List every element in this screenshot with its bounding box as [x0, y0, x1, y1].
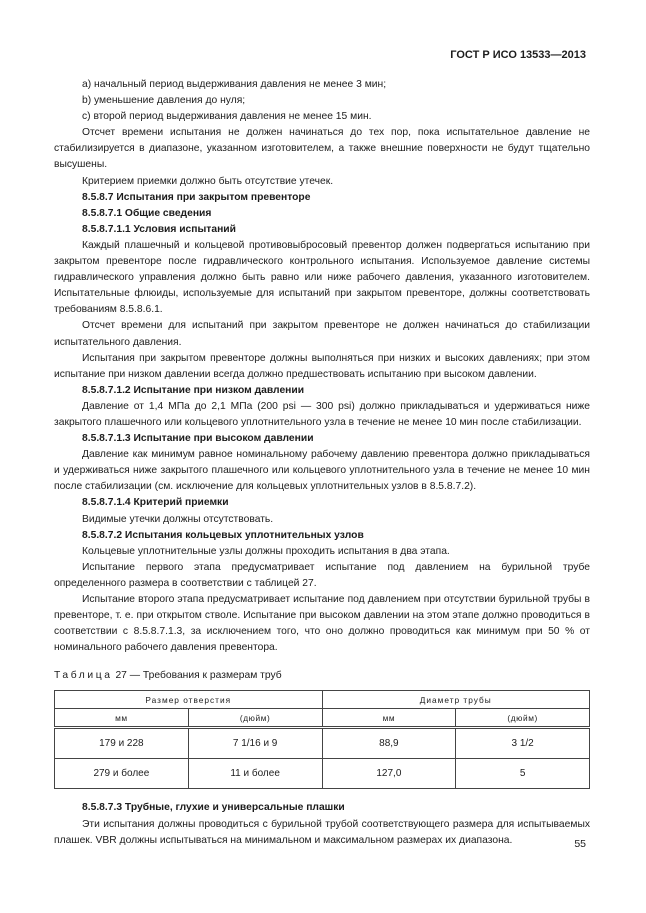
- table-group-header-row: [55, 691, 590, 709]
- list-item-b: b) уменьшение давления до нуля;: [82, 95, 246, 107]
- post-table-section: [54, 800, 590, 848]
- table-header-unit: (дюйм): [456, 709, 590, 728]
- page-number: 55: [574, 838, 586, 850]
- table-cell: 5: [456, 759, 590, 789]
- table-header-bore-size: Размер отверстия: [55, 691, 323, 709]
- section-heading: 8.5.8.7.2 Испытания кольцевых уплотнительных узлов: [82, 529, 364, 541]
- standard-header: ГОСТ Р ИСО 13533—2013: [450, 49, 586, 61]
- section-heading: 8.5.8.7 Испытания при закрытом превенторе: [82, 191, 311, 203]
- list-item-c: c) второй период выдерживания давления не менее 15 мин.: [82, 111, 372, 123]
- section-heading: 8.5.8.7.1.1 Условия испытаний: [82, 223, 236, 235]
- paragraph: Испытание второго этапа предусматривает испытание под давлением при отсутствии бурильной трубы в превенторе, т. е. при открытом стволе. Испытание при высоком давлении на этом этапе должно проводиться в соответствии с 8.5.8.7.1.3, за исключением того, что оно должно проводиться как минимум при 50 % от номинального рабочего давления превентора.: [54, 594, 590, 654]
- paragraph: Отсчет времени для испытаний при закрытом превенторе не должен начинаться до стабилизации испытательного давления.: [54, 320, 590, 348]
- table-unit-header-row: [55, 709, 590, 728]
- paragraph: Давление как минимум равное номинальному рабочему давлению превентора должно прикладываться и удерживаться ниже закрытого плашечного или кольцевого уплотнительного узла в течение не менее 10 мин после стабилизации (см. исключение для кольцевых уплотнительных узлов в 8.5.8.7.2).: [54, 449, 590, 493]
- section-heading: 8.5.8.7.1.2 Испытание при низком давлении: [82, 384, 305, 396]
- paragraph: Испытание первого этапа предусматривает испытание под давлением на бурильной трубе определенного размера в соответствии с таблицей 27.: [54, 561, 590, 589]
- table-cell: 88,9: [322, 728, 456, 759]
- table-row: [55, 759, 590, 789]
- section-heading: 8.5.8.7.1.4 Критерий приемки: [82, 497, 229, 509]
- pipe-size-table: [54, 690, 590, 789]
- paragraph: Кольцевые уплотнительные узлы должны проходить испытания в два этапа.: [82, 545, 450, 557]
- table-caption-label: Таблица: [54, 670, 113, 682]
- paragraph: Критерием приемки должно быть отсутствие утечек.: [82, 175, 334, 187]
- section-heading: 8.5.8.7.1 Общие сведения: [82, 207, 212, 219]
- table-cell: 279 и более: [55, 759, 189, 789]
- table-header-pipe-diameter: Диаметр трубы: [322, 691, 590, 709]
- table-row: [55, 728, 590, 759]
- table-caption-title: 27 — Требования к размерам труб: [112, 670, 282, 682]
- section-heading: 8.5.8.7.3 Трубные, глухие и универсальные плашки: [82, 802, 345, 814]
- paragraph: Эти испытания должны проводиться с бурильной трубой соответствующего размера для испытываемых плашек. VBR должны испытываться на минимальном и максимальном размерах их диапазона.: [54, 818, 590, 846]
- paragraph: Видимые утечки должны отсутствовать.: [82, 513, 274, 525]
- table-cell: 7 1/16 и 9: [188, 728, 322, 759]
- section-heading: 8.5.8.7.1.3 Испытание при высоком давлении: [82, 433, 314, 445]
- paragraph: Каждый плашечный и кольцевой противовыбросовый превентор должен подвергаться испытанию при закрытом превенторе после гидравлического контрольного испытания. Используемое давление системы гидравлического управления должно быть равно или ниже рабочего давления, указанного изготовителем. Испытательные флюиды, используемые для испытаний при закрытом превенторе, должны соответствовать требованиям 8.5.8.6.1.: [54, 239, 590, 316]
- table-header-unit: мм: [322, 709, 456, 728]
- table-header-unit: (дюйм): [188, 709, 322, 728]
- paragraph: Испытания при закрытом превенторе должны выполняться при низких и высоких давлениях; при этом испытание при низком давлении всегда должно предшествовать испытанию при высоком давлении.: [54, 352, 590, 380]
- table-caption: [54, 668, 590, 684]
- table-cell: 11 и более: [188, 759, 322, 789]
- paragraph: Отсчет времени испытания не должен начинаться до тех пор, пока испытательное давление не стабилизируется в диапазоне, указанном изготовителем, а также внешние поверхности не будут тщательно высушены.: [54, 127, 590, 171]
- table-cell: 127,0: [322, 759, 456, 789]
- document-body: [54, 77, 590, 849]
- list-item-a: a) начальный период выдерживания давления не менее 3 мин;: [82, 79, 387, 90]
- table-header-unit: мм: [55, 709, 189, 728]
- table-cell: 179 и 228: [55, 728, 189, 759]
- table-cell: 3 1/2: [456, 728, 590, 759]
- paragraph: Давление от 1,4 МПа до 2,1 МПа (200 psi — 300 psi) должно прикладываться и удерживаться ниже закрытого плашечного или кольцевого уплотнительного узла в течение не менее 10 мин после стабилизации.: [54, 400, 590, 428]
